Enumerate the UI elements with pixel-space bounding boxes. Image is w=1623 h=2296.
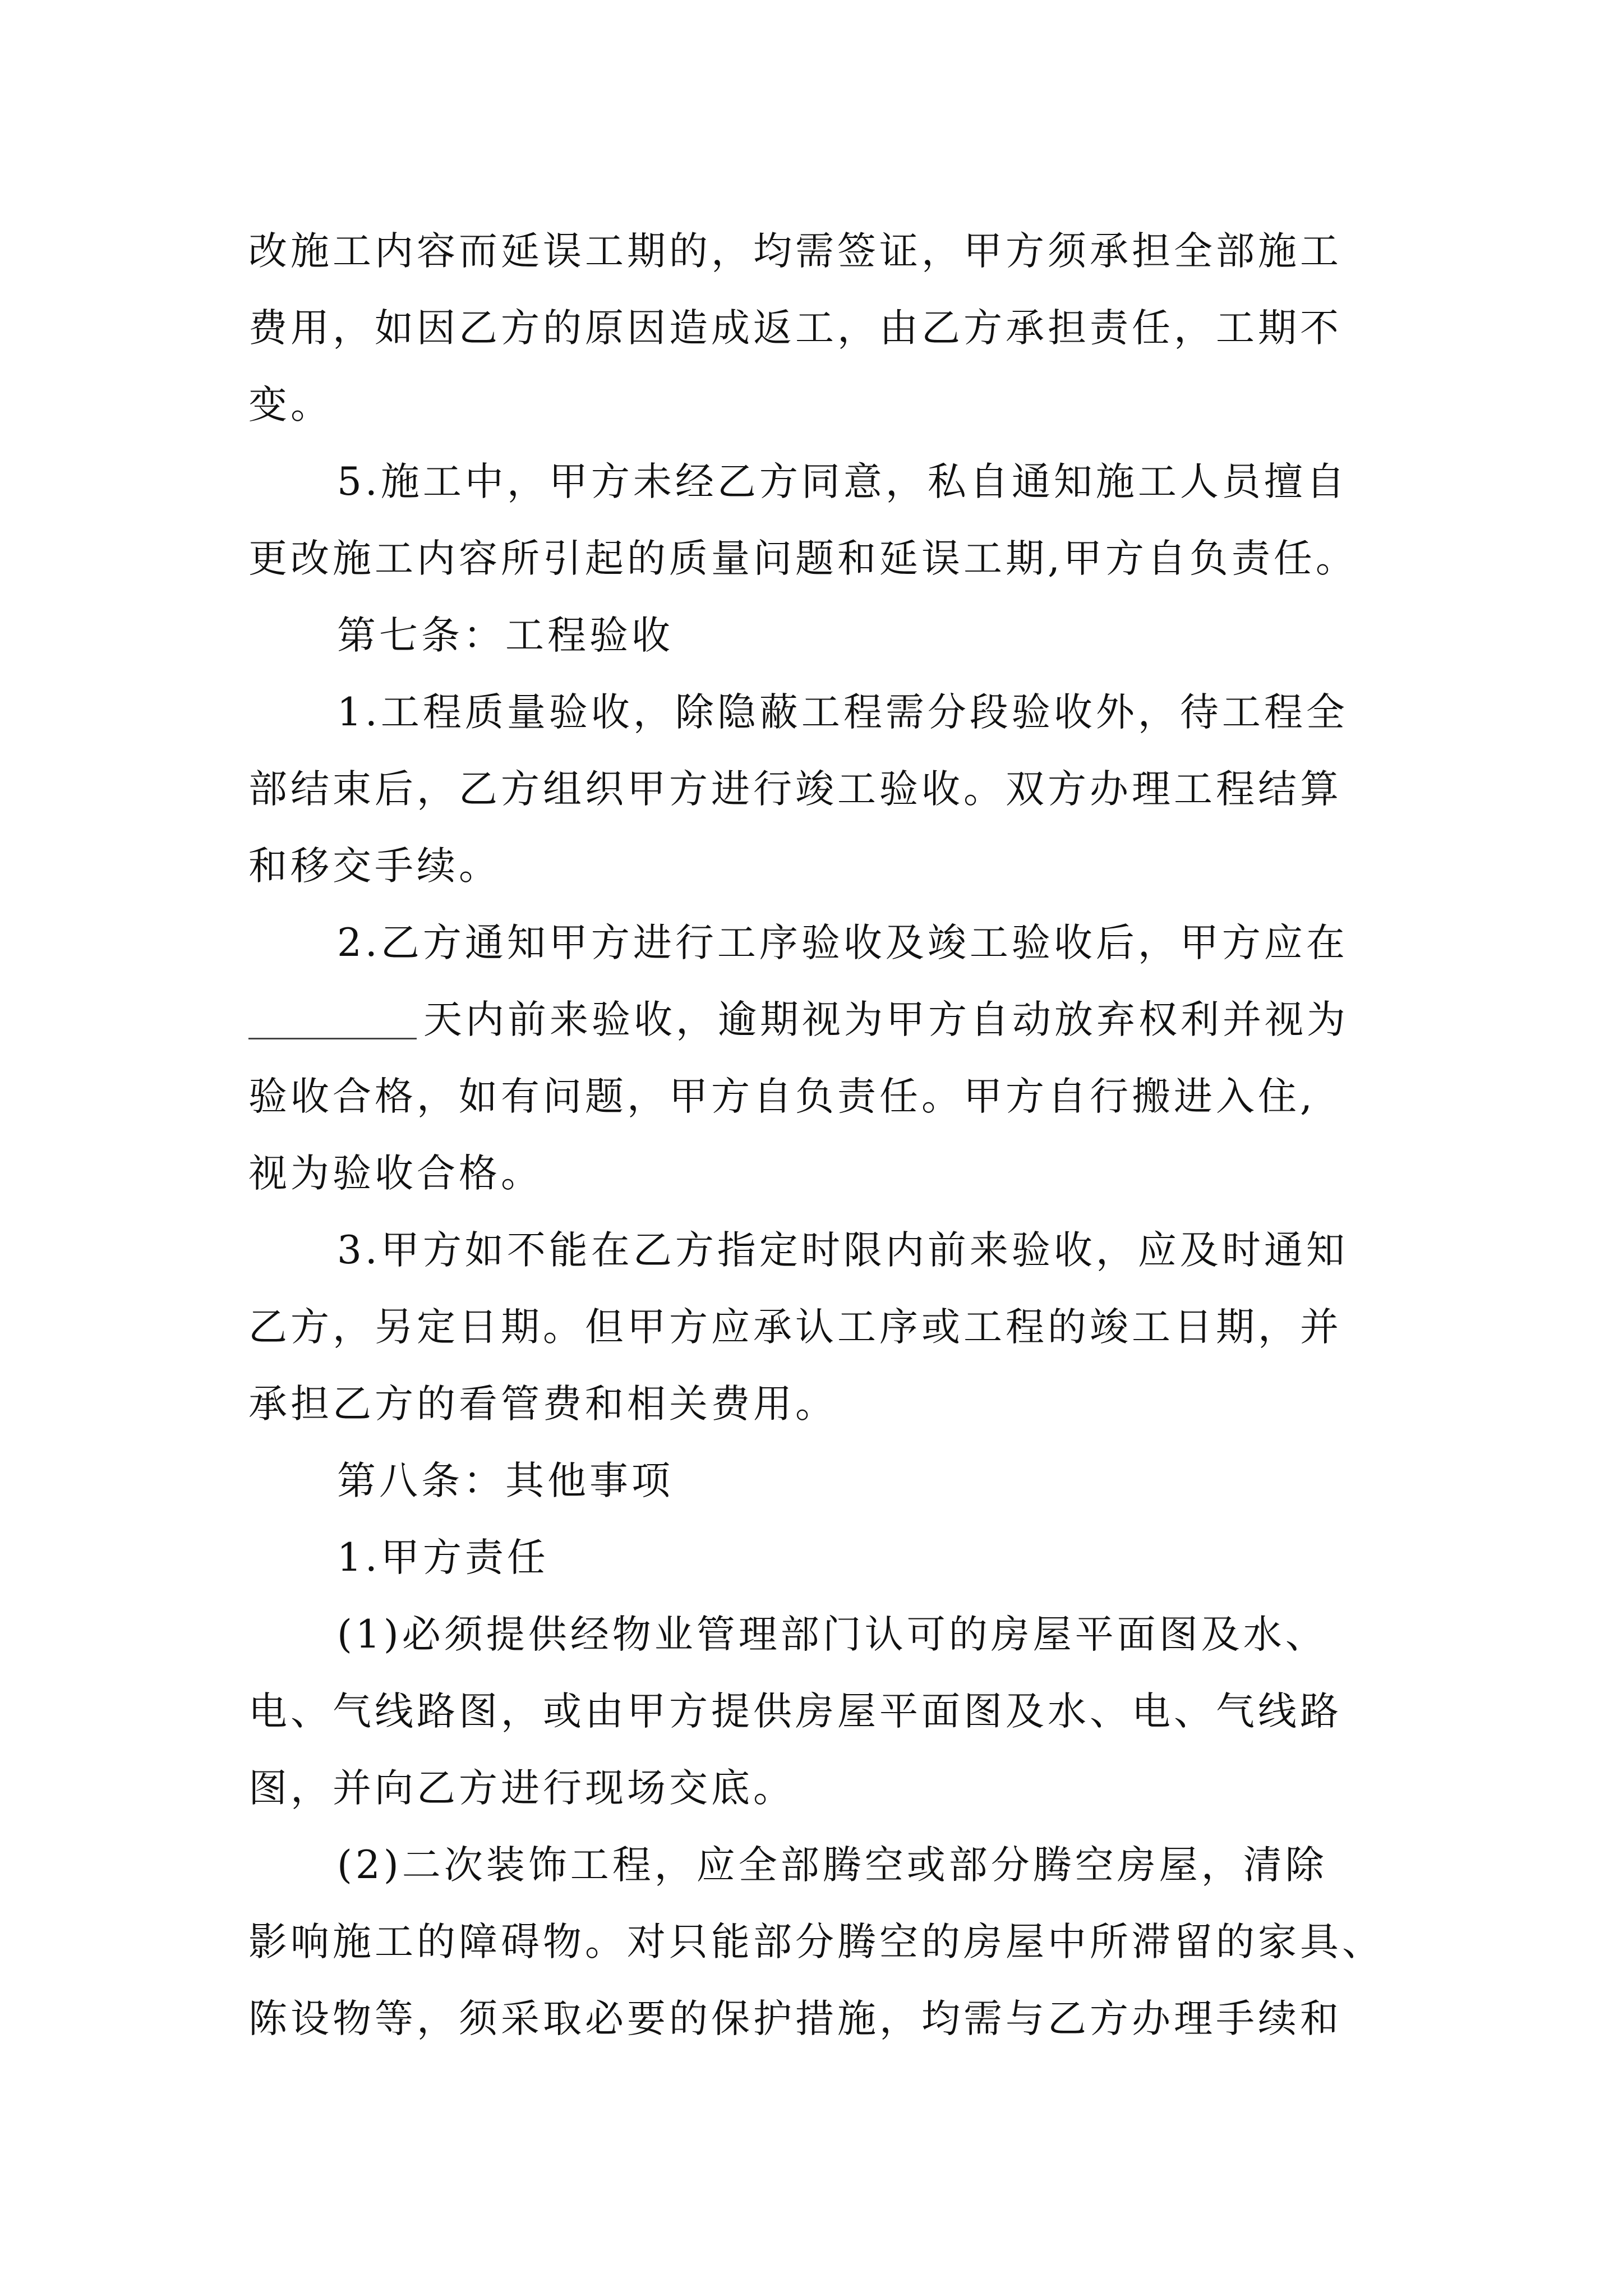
- fill-in-blank: [248, 993, 417, 1039]
- text-segment: 天内前来验收，逾期视为甲方自动放弃权利并视为: [423, 997, 1349, 1042]
- text-line: 更改施工内容所引起的质量问题和延误工期,甲方自负责任。: [248, 536, 1358, 581]
- clause-paragraph: 1.工程质量验收，除隐蔽工程需分段验收外，待工程全: [337, 690, 1348, 735]
- text-line: 和移交手续。: [248, 844, 501, 889]
- clause-paragraph: 2.乙方通知甲方进行工序验收及竣工验收后，甲方应在: [337, 921, 1348, 965]
- section-heading: 第七条：工程验收: [337, 613, 674, 658]
- text-line: 变。: [248, 383, 333, 427]
- section-heading: 第八条：其他事项: [337, 1458, 674, 1503]
- sub-heading: 1.甲方责任: [337, 1535, 549, 1580]
- text-line: 陈设物等，须采取必要的保护措施，均需与乙方办理手续和: [248, 1996, 1342, 2041]
- clause-paragraph: (2)二次装饰工程，应全部腾空或部分腾空房屋，清除: [337, 1843, 1327, 1888]
- document-body: [248, 213, 1387, 2058]
- text-line: 图，并向乙方进行现场交底。: [248, 1766, 795, 1811]
- clause-paragraph: (1)必须提供经物业管理部门认可的房屋平面图及水、: [337, 1612, 1327, 1657]
- text-line: 费用，如因乙方的原因造成返工，由乙方承担责任，工期不: [248, 306, 1342, 351]
- text-line: 承担乙方的看管费和相关费用。: [248, 1382, 837, 1427]
- text-line: 验收合格，如有问题，甲方自负责任。甲方自行搬进入住,: [248, 1074, 1316, 1119]
- clause-paragraph: 5.施工中，甲方未经乙方同意，私自通知施工人员擅自: [337, 459, 1348, 504]
- clause-paragraph: 3.甲方如不能在乙方指定时限内前来验收，应及时通知: [337, 1228, 1348, 1273]
- blank-line-row: [248, 982, 1387, 1059]
- text-line: 乙方，另定日期。但甲方应承认工序或工程的竣工日期，并: [248, 1305, 1342, 1350]
- text-line: 影响施工的障碍物。对只能部分腾空的房屋中所滞留的家具、: [248, 1920, 1384, 1964]
- text-line: 部结束后，乙方组织甲方进行竣工验收。双方办理工程结算: [248, 767, 1342, 812]
- text-line: 改施工内容而延误工期的，均需签证，甲方须承担全部施工: [248, 229, 1342, 274]
- text-line: 视为验收合格。: [248, 1151, 543, 1196]
- text-line: 电、气线路图，或由甲方提供房屋平面图及水、电、气线路: [248, 1689, 1342, 1734]
